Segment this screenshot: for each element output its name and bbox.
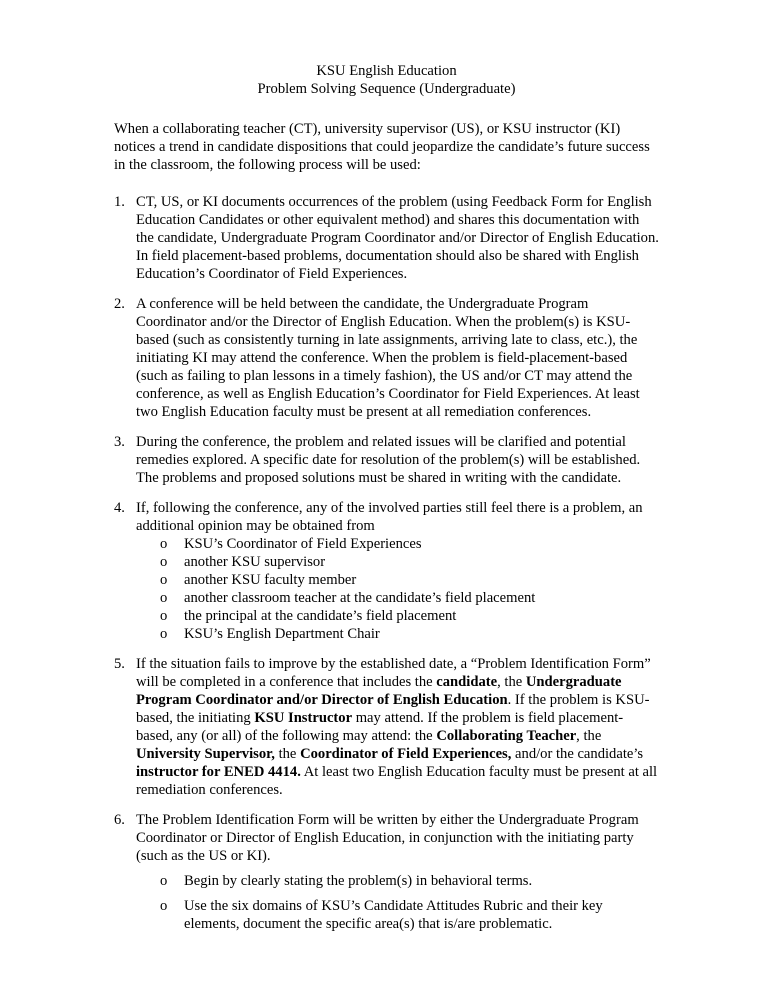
list-item-text: another KSU supervisor <box>184 554 326 570</box>
step-4 <box>114 499 659 643</box>
step-text-run: , the <box>576 728 602 744</box>
step-text: A conference will be held between the candidate, the Undergraduate Program Coordinator and/or the Director of English Education. When the problem(s) is KSU-based (such as consistently turning in late assignments, arriving late to class, etc.), the initiating KI may attend the conference. When the problem is field-placement-based (such as failing to plan lessons in a timely fashion), the US and/or CT may attend the conference, as well as English Education’s Coordinator for Field Experiences. At least two English Education faculty must be present at all remediation conferences. <box>136 296 640 420</box>
bullet-icon: o <box>160 626 168 642</box>
document-page <box>114 62 659 945</box>
step-number: 1. <box>114 194 125 210</box>
step-5 <box>114 655 659 799</box>
step-text-run: At least two English Education faculty must be present at all remediation conferences. <box>136 764 658 798</box>
step-text: If, following the conference, any of the involved parties still feel there is a problem, an additional opinion may be obtained from <box>136 500 643 534</box>
step-number: 3. <box>114 434 125 450</box>
list-item-text: another classroom teacher at the candidate’s field placement <box>184 590 536 606</box>
steps-list <box>114 193 659 933</box>
step-2 <box>114 295 659 421</box>
bullet-icon: o <box>160 608 168 624</box>
list-item <box>160 571 659 589</box>
bullet-icon: o <box>160 572 168 588</box>
title-line-2: Problem Solving Sequence (Undergraduate) <box>257 81 516 97</box>
bullet-icon: o <box>160 554 168 570</box>
step-text-run: and/or the candidate’s <box>511 746 644 762</box>
title-line-1: KSU English Education <box>316 63 457 79</box>
form-instructions-list <box>136 872 659 933</box>
emphasis-collaborating-teacher: Collaborating Teacher <box>436 728 577 744</box>
list-item <box>160 607 659 625</box>
step-text: The Problem Identification Form will be written by either the Undergraduate Program Coordinator or Director of English Education, in conjunction with the initiating party (such as the US or KI). <box>136 812 639 864</box>
step-text: During the conference, the problem and related issues will be clarified and potential remedies explored. A specific date for resolution of the problem(s) will be established. The problems and proposed solutions must be shared in writing with the candidate. <box>136 434 641 486</box>
step-text: CT, US, or KI documents occurrences of the problem (using Feedback Form for English Education Candidates or other equivalent method) and shares this documentation with the candidate, Undergraduate Program Coordinator and/or Director of English Education. In field placement-based problems, documentation should also be shared with English Education’s Coordinator of Field Experiences. <box>136 194 659 282</box>
step-6 <box>114 811 659 933</box>
bullet-icon: o <box>160 590 168 606</box>
step-1 <box>114 193 659 283</box>
opinion-sources-list <box>136 535 659 643</box>
step-number: 5. <box>114 656 125 672</box>
bullet-icon: o <box>160 873 168 889</box>
list-item <box>160 625 659 643</box>
step-text-run: If the situation fails to improve by the established date, a “Problem Identification Form” will be completed in a conference that includes the <box>136 656 651 690</box>
emphasis-ksu-instructor: KSU Instructor <box>254 710 353 726</box>
emphasis-field-coordinator: Coordinator of Field Experiences, <box>300 746 512 762</box>
step-text-run: . If the problem is KSU-based, the initiating <box>136 692 650 726</box>
step-3 <box>114 433 659 487</box>
step-text <box>136 656 657 798</box>
emphasis-university-supervisor: University Supervisor, <box>136 746 275 762</box>
step-number: 2. <box>114 296 125 312</box>
list-item-text: another KSU faculty member <box>184 572 357 588</box>
step-number: 6. <box>114 812 125 828</box>
list-item <box>160 589 659 607</box>
list-item <box>160 897 659 933</box>
document-title <box>114 62 659 98</box>
step-text-run: may attend. If the problem is field placement-based, any (or all) of the following may attend: the <box>136 710 624 744</box>
bullet-icon: o <box>160 898 168 914</box>
list-item <box>160 872 659 890</box>
list-item-text: KSU’s English Department Chair <box>184 626 380 642</box>
step-text-run: , the <box>497 674 526 690</box>
list-item-text: the principal at the candidate’s field placement <box>184 608 457 624</box>
step-text-run: the <box>274 746 301 762</box>
emphasis-instructor-ened: instructor for ENED 4414. <box>136 764 301 780</box>
intro-paragraph: When a collaborating teacher (CT), university supervisor (US), or KSU instructor (KI) notices a trend in candidate dispositions that could jeopardize the candidate’s future success in the classroom, the following process will be used: <box>114 121 650 173</box>
list-item-text: Use the six domains of KSU’s Candidate Attitudes Rubric and their key elements, document the specific area(s) that is/are problematic. <box>184 898 603 932</box>
bullet-icon: o <box>160 536 168 552</box>
list-item-text: KSU’s Coordinator of Field Experiences <box>184 536 422 552</box>
emphasis-coordinator: Undergraduate Program Coordinator and/or Director of English Education <box>136 674 622 708</box>
emphasis-candidate: candidate <box>436 674 498 690</box>
step-number: 4. <box>114 500 125 516</box>
list-item-text: Begin by clearly stating the problem(s) in behavioral terms. <box>184 873 533 889</box>
list-item <box>160 553 659 571</box>
list-item <box>160 535 659 553</box>
